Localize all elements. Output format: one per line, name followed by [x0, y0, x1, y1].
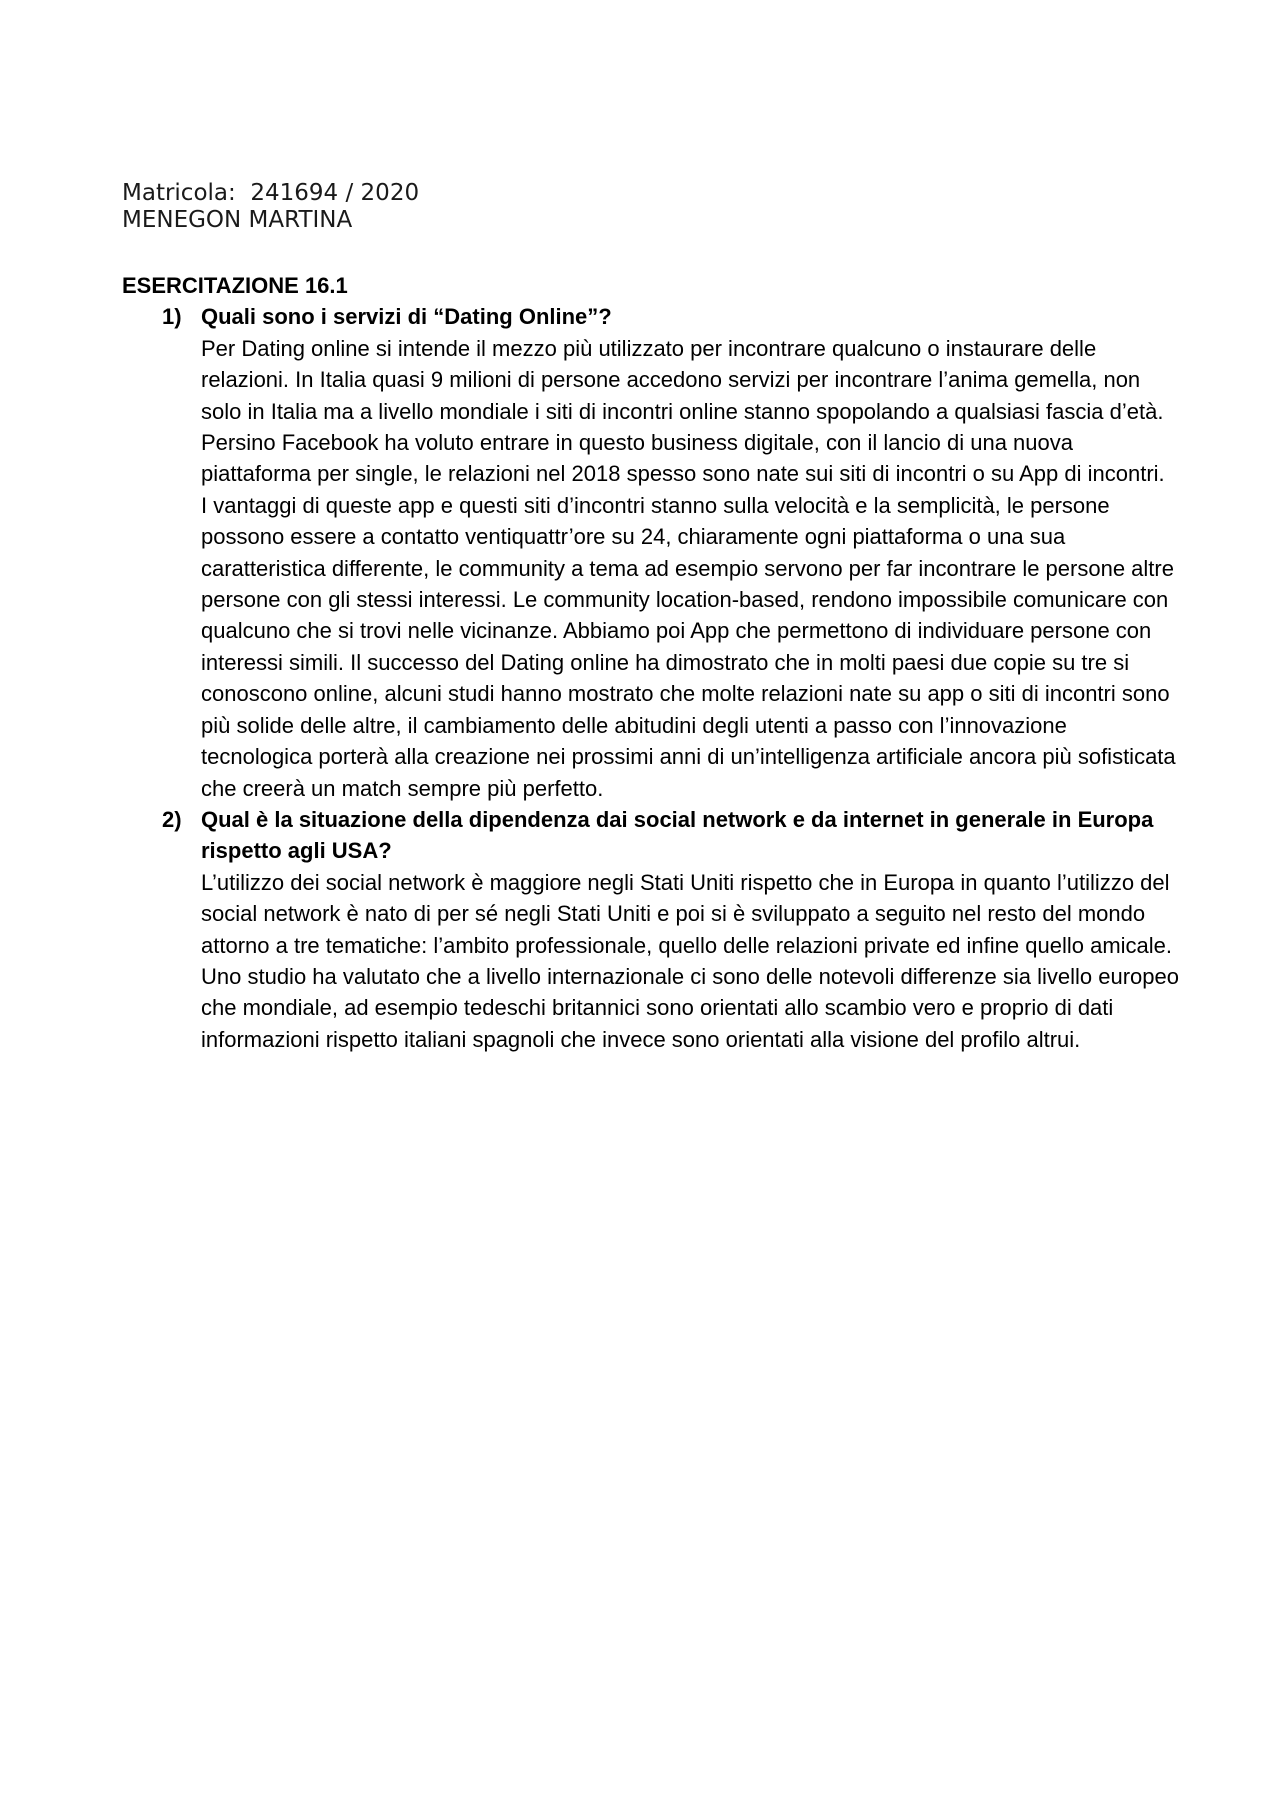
answer-paragraph: Persino Facebook ha voluto entrare in questo business digitale, con il lancio di una nuova piattaforma per single, le relazioni nel 2018 spesso sono nate sui siti di incontri o su App di incontri.	[201, 430, 1165, 487]
student-name: MENEGON MARTINA	[122, 207, 353, 233]
question-number: 2)	[162, 806, 182, 832]
question-item-2	[122, 804, 1182, 1055]
matricola-line: Matricola: 241694 / 2020	[122, 180, 420, 206]
answer-paragraph: L’utilizzo dei social network è maggiore negli Stati Uniti rispetto che in Europa in quanto l’utilizzo del social network è nato di per sé negli Stati Uniti e poi si è sviluppato a seguito nel resto del mondo attorno a tre tematiche: l’ambito professionale, quello delle relazioni private ed infine quello amicale. Uno studio ha valutato che a livello internazionale ci sono delle notevoli differenze sia livello europeo che mondiale, ad esempio tedeschi britannici sono orientati allo scambio vero e proprio di dati informazioni rispetto italiani spagnoli che invece sono orientati alla visione del profilo altrui.	[201, 869, 1179, 1052]
question-number: 1)	[162, 304, 182, 330]
question-item-1	[122, 301, 1182, 804]
student-header	[122, 180, 419, 234]
document-body	[122, 270, 1182, 1055]
question-text: Quali sono i servizi di “Dating Online”?	[201, 304, 612, 330]
answer-paragraph: I vantaggi di queste app e questi siti d’incontri stanno sulla velocità e la semplicità, le persone possono essere a contatto ventiquattr’ore su 24, chiaramente ogni piattaforma o una sua caratteristica differente, le community a tema ad esempio servono per far incontrare le persone altre persone con gli stessi interessi. Le community location-based, rendono impossibile comunicare con qualcuno che si trovi nelle vicinanze. Abbiamo poi App che permettono di individuare persone con interessi simili. Il successo del Dating online ha dimostrato che in molti paesi due copie su tre si conoscono online, alcuni studi hanno mostrato che molte relazioni nate su app o siti di incontri sono più solide delle altre, il cambiamento delle abitudini degli utenti a passo con l’innovazione tecnologica porterà alla creazione nei prossimi anni di un’intelligenza artificiale ancora più sofisticata che creerà un match sempre più perfetto.	[201, 492, 1176, 801]
question-text: Qual è la situazione della dipendenza dai social network e da internet in generale in Europa rispetto agli USA?	[201, 806, 1154, 864]
answer-paragraph: Per Dating online si intende il mezzo più utilizzato per incontrare qualcuno o instaurare delle relazioni. In Italia quasi 9 milioni di persone accedono servizi per incontrare l’anima gemella, non solo in Italia ma a livello mondiale i siti di incontri online stanno spopolando a qualsiasi fascia d’età.	[201, 335, 1164, 424]
section-title: ESERCITAZIONE 16.1	[122, 273, 348, 298]
